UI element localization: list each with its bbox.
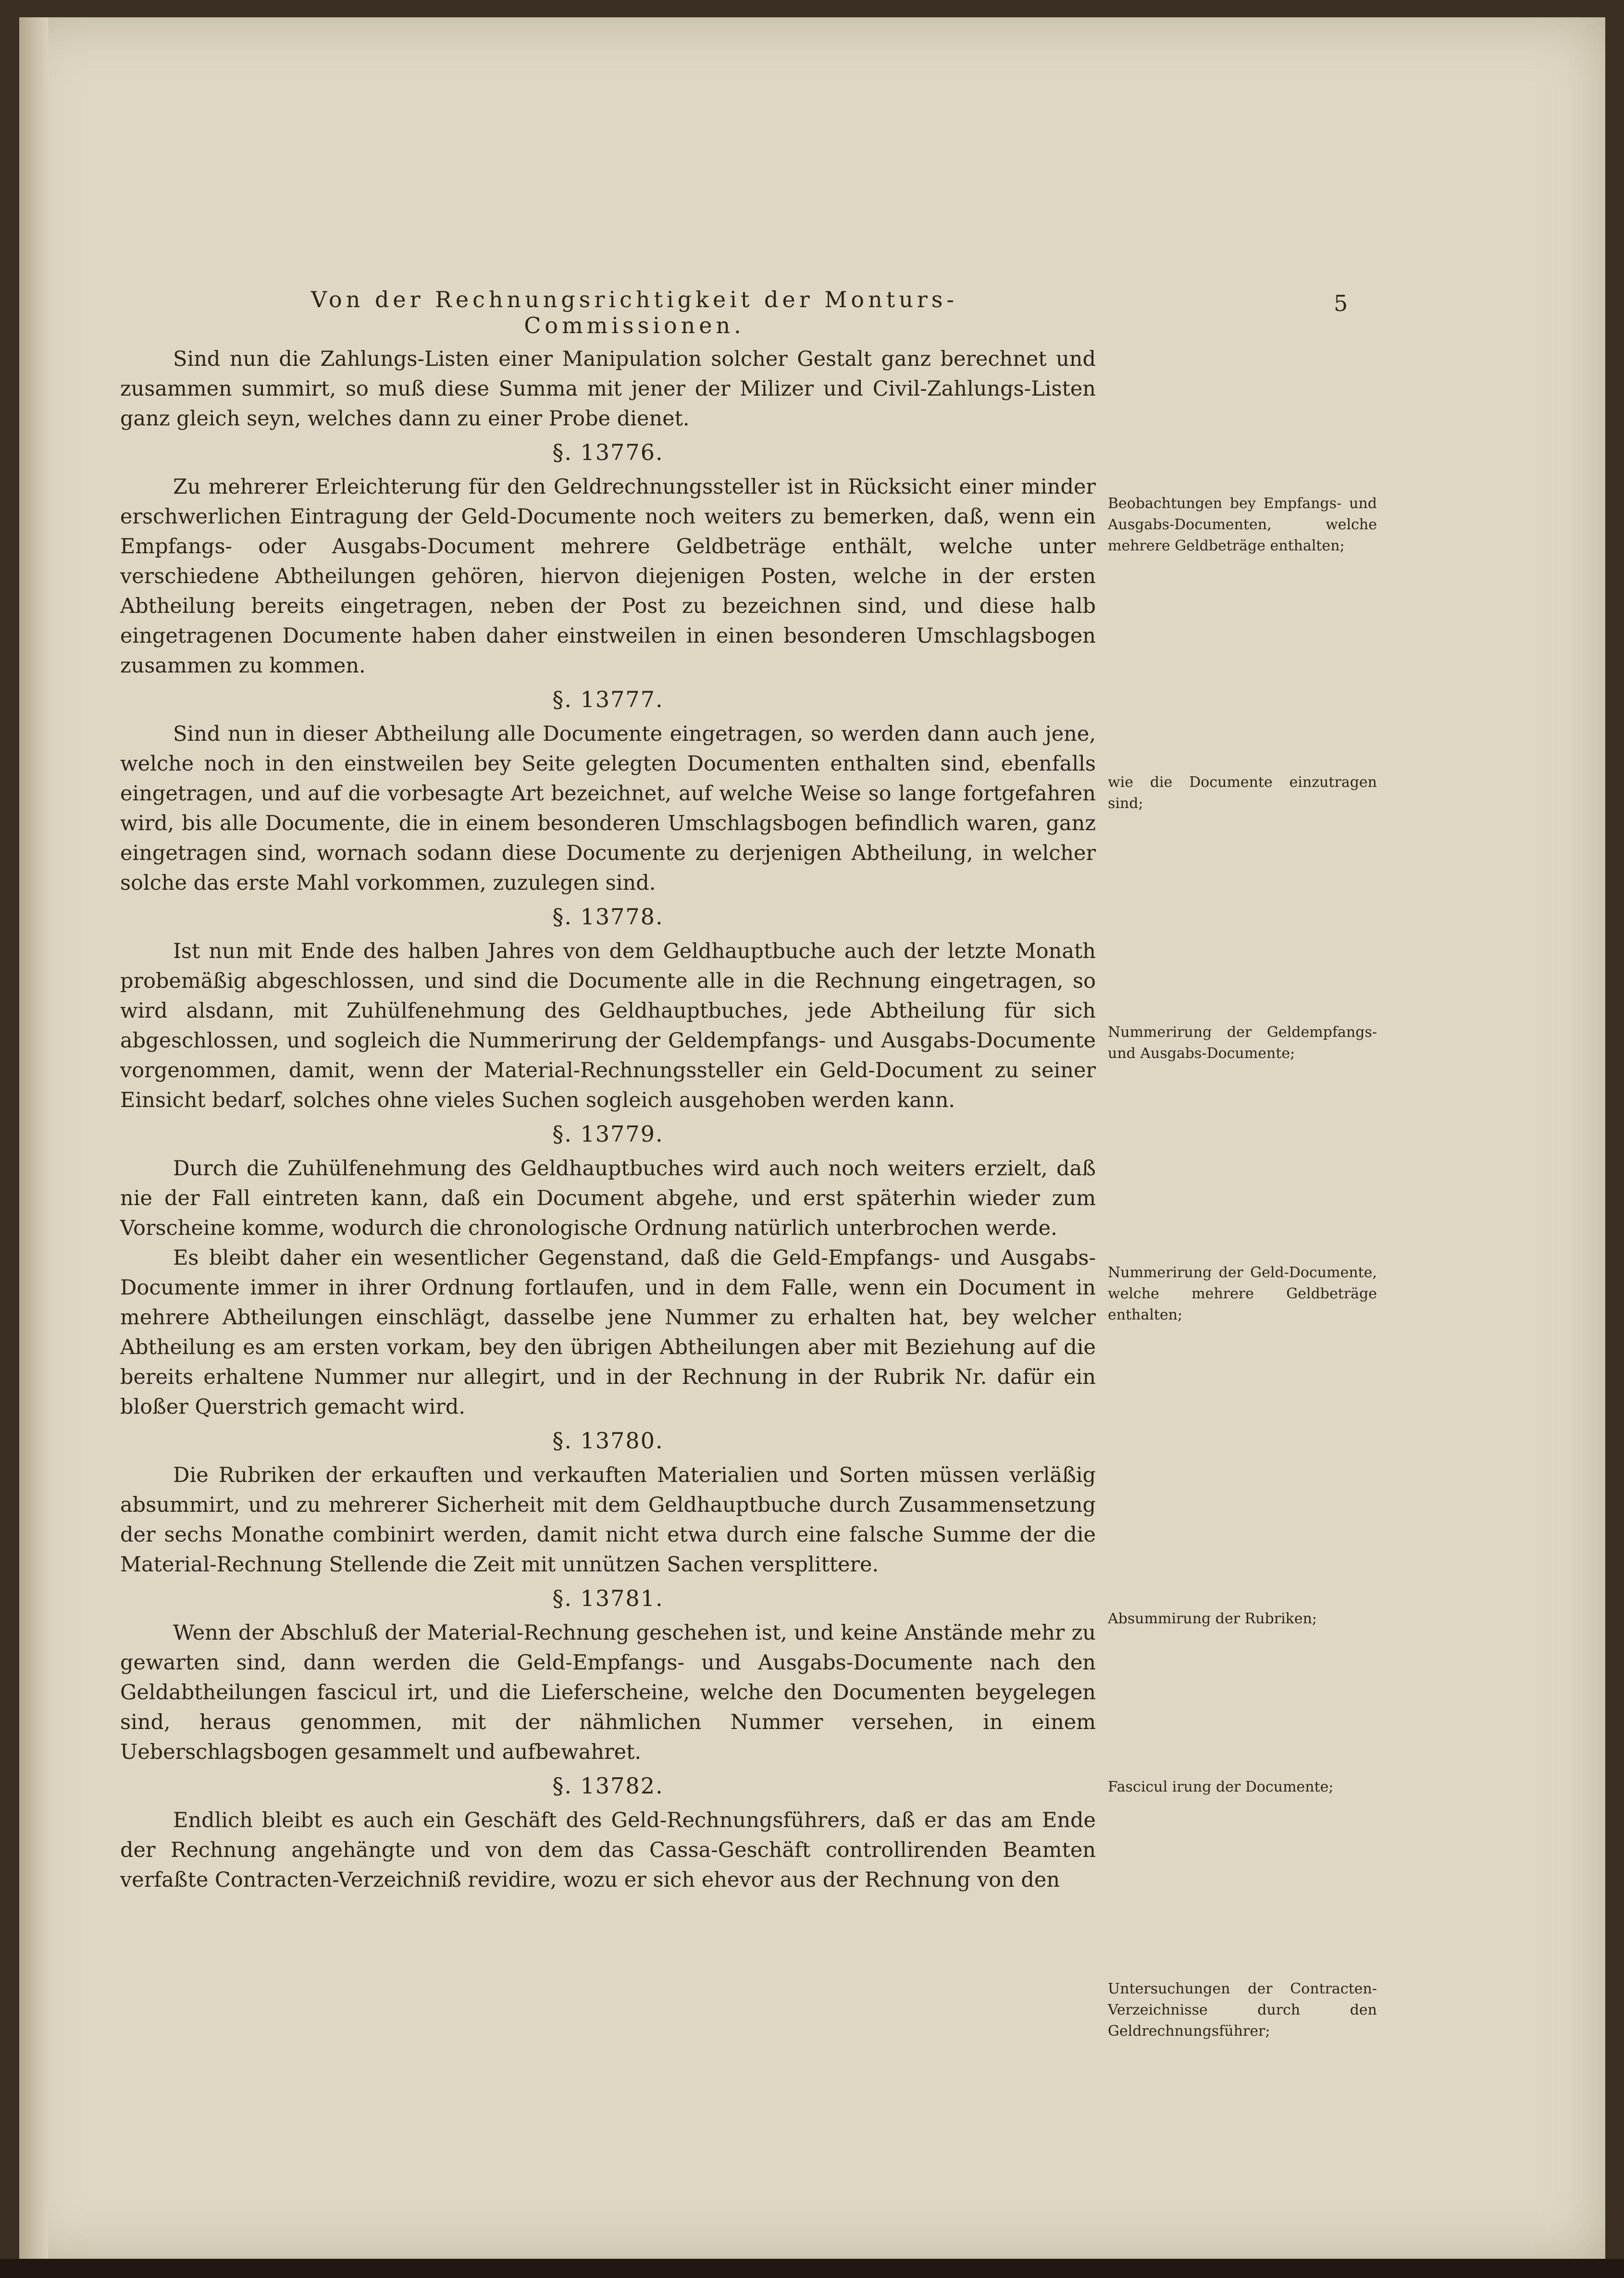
margin-note: wie die Documente einzutragen sind; — [1108, 774, 1377, 812]
paragraph: Ist nun mit Ende des halben Jahres von dem Geldhauptbuche auch der letzte Monath probemäßig abgeschlossen, und sind die Documente alle in die Rechnung eingetragen, so wird alsdann, mit Zuhülfenehmung des Geldhauptbuches, jede Abtheilung für sich abgeschlossen, und sogleich die Nummerirung der Geldempfangs- und Ausgabs-Documente vorgenommen, damit, wenn der Material-Rechnungssteller ein Geld-Document zu seiner Einsicht bedarf, solches ohne vieles Suchen sogleich ausgehoben werden kann. — [120, 939, 1096, 1112]
scan-border — [0, 2259, 1624, 2278]
margin-note: Nummerirung der Geld-Documente, welche mehrere Geldbeträge enthalten; — [1108, 1264, 1377, 1323]
paragraph: Sind nun in dieser Abtheilung alle Documente eingetragen, so werden dann auch jene, welche noch in den einstweilen bey Seite gelegten Documenten enthalten sind, ebenfalls eingetragen, und auf die vorbesagte Art bezeichnet, auf welche Weise so lange fortgefahren wird, bis alle Documente, die in einem besonderen Umschlagsbogen befindlich waren, ganz eingetragen sind, wornach sodann diese Documente zu derjenigen Abtheilung, in welcher solche das erste Mahl vorkommen, zuzulegen sind. — [120, 722, 1096, 895]
margin-note: Fascicul irung der Documente; — [1108, 1779, 1334, 1795]
paragraph: Wenn der Abschluß der Material-Rechnung geschehen ist, und keine Anstände mehr zu gewarten sind, dann werden die Geld-Empfangs- und Ausgabs-Documente nach den Geldabtheilungen fascicul irt, und die Lieferscheine, welche den Documenten beygelegen sind, heraus genommen, mit der nähmlichen Nummer versehen, in einem Ueberschlagsbogen gesammelt und aufbewahret. — [120, 1621, 1096, 1764]
margin-note: Untersuchungen der Contracten-Verzeichnisse durch den Geldrechnungsführer; — [1108, 1980, 1377, 2040]
paragraph: Durch die Zuhülfenehmung des Geldhauptbuches wird auch noch weiters erzielt, daß nie der Fall eintreten kann, daß ein Document abgehe, und erst späterhin wieder zum Vorscheine komme, wodurch die chronologische Ordnung natürlich unterbrochen werde. — [120, 1157, 1096, 1240]
margin-note: Absummirung der Rubriken; — [1108, 1610, 1317, 1627]
book-page — [19, 17, 1605, 2262]
book-spine — [19, 17, 48, 2262]
section-heading: §. 13780. — [552, 1428, 664, 1454]
section-heading: §. 13777. — [552, 686, 664, 712]
section-heading: §. 13776. — [552, 439, 664, 465]
page-number: 5 — [1334, 290, 1348, 316]
margin-note: Nummerirung der Geldempfangs- und Ausgabs-Documente; — [1108, 1024, 1377, 1062]
main-text — [120, 344, 1096, 1895]
section-heading: §. 13778. — [552, 904, 664, 930]
section-heading: §. 13781. — [552, 1585, 664, 1611]
section-heading: §. 13779. — [552, 1121, 664, 1147]
running-head: Von der Rechnungsrichtigkeit der Monturs-Commissionen. — [311, 286, 958, 338]
paragraph: Zu mehrerer Erleichterung für den Geldrechnungssteller ist in Rücksicht einer minder erschwerlichen Eintragung der Geld-Documente noch weiters zu bemerken, daß, wenn ein Empfangs- oder Ausgabs-Document mehrere Geldbeträge enthält, welche unter verschiedene Abtheilungen gehören, hiervon diejenigen Posten, welche in der ersten Abtheilung bereits eingetragen, neben der Post zu bezeichnen sind, und diese halb eingetragenen Documente haben daher einstweilen in einen besonderen Umschlagsbogen zusammen zu kommen. — [120, 475, 1096, 678]
paragraph: Es bleibt daher ein wesentlicher Gegenstand, daß die Geld-Empfangs- und Ausgabs-Documente immer in ihrer Ordnung fortlaufen, und in dem Falle, wenn ein Document in mehrere Abtheilungen einschlägt, dasselbe jene Nummer zu erhalten hat, bey welcher Abtheilung es am ersten vorkam, bey den übrigen Abtheilungen aber mit Beziehung auf die bereits erhaltene Nummer nur allegirt, und in der Rechnung in der Rubrik Nr. dafür ein bloßer Querstrich gemacht wird. — [120, 1246, 1096, 1419]
paragraph: Endlich bleibt es auch ein Geschäft des Geld-Rechnungsführers, daß er das am Ende der Rechnung angehängte und von dem das Cassa-Geschäft controllirenden Beamten verfaßte Contracten-Verzeichniß revidire, wozu er sich ehevor aus der Rechnung von den — [120, 1808, 1096, 1892]
paragraph: Die Rubriken der erkauften und verkauften Materialien und Sorten müssen verläßig absummirt, und zu mehrerer Sicherheit mit dem Geldhauptbuche durch Zusammensetzung der sechs Monathe combinirt werden, damit nicht etwa durch eine falsche Summe der die Material-Rechnung Stellende die Zeit mit unnützen Sachen versplittere. — [120, 1463, 1096, 1577]
margin-note: Beobachtungen bey Empfangs- und Ausgabs-Documenten, welche mehrere Geldbeträge enthalten; — [1108, 495, 1377, 554]
paragraph: Sind nun die Zahlungs-Listen einer Manipulation solcher Gestalt ganz berechnet und zusammen summirt, so muß diese Summa mit jener der Milizer und Civil-Zahlungs-Listen ganz gleich seyn, welches dann zu einer Probe dienet. — [120, 347, 1096, 431]
section-heading: §. 13782. — [552, 1773, 664, 1799]
